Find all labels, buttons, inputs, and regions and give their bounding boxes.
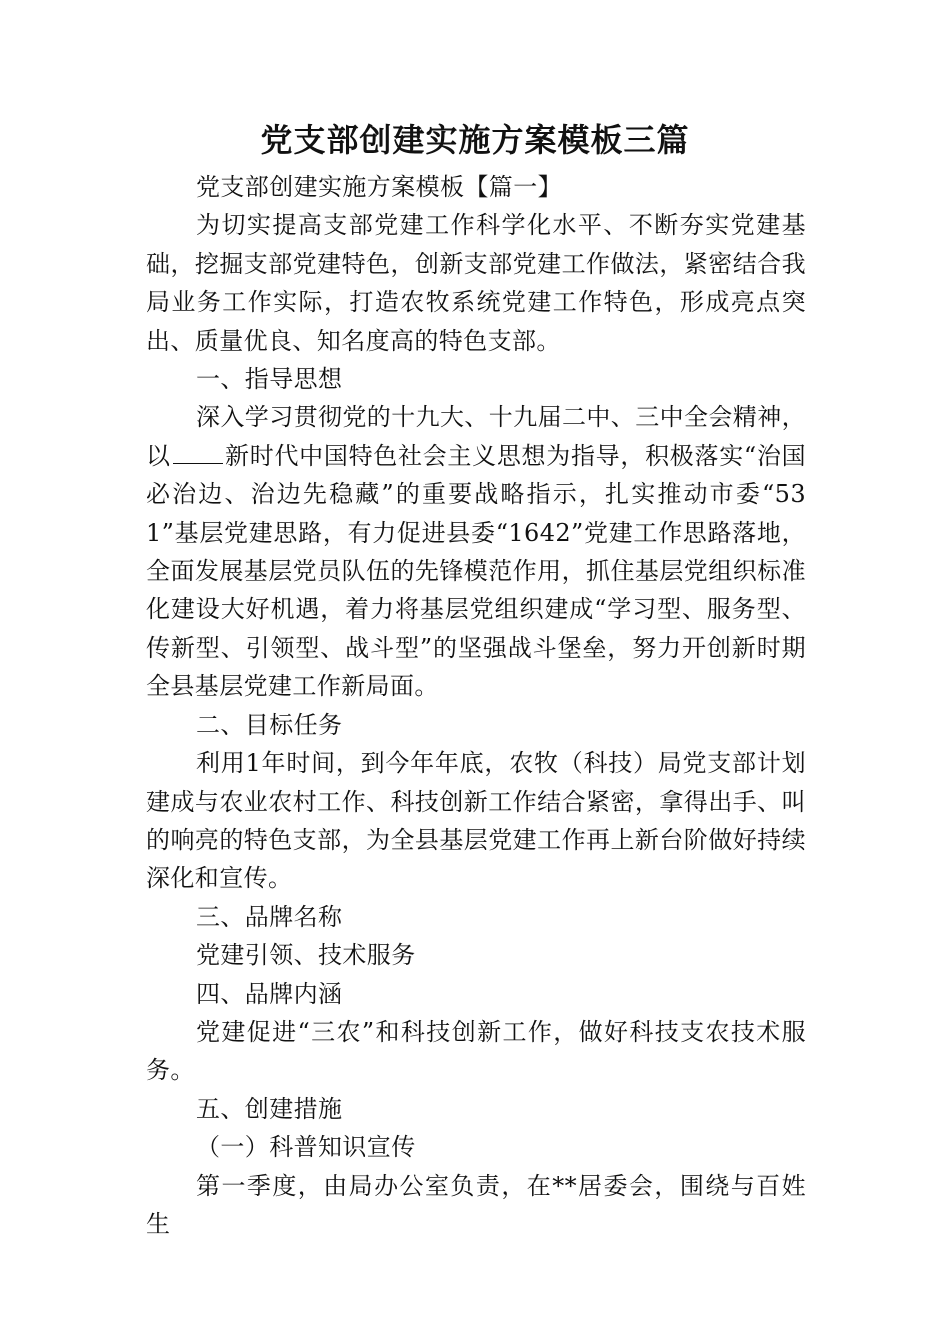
- text-span: 深入学习贯彻党的十九大、十九届二中、三中全会精神，以: [146, 403, 806, 470]
- section-heading: 四、品牌内涵: [196, 979, 343, 1008]
- section-heading: 五、创建措施: [196, 1094, 343, 1123]
- section-heading: 一、指导思想: [196, 365, 343, 394]
- document-body: [146, 168, 806, 1243]
- subsection-heading: （一）科普知识宣传: [196, 1133, 416, 1162]
- section-heading: 党支部创建实施方案模板【篇一】: [196, 173, 562, 201]
- paragraph-guiding-thought: [146, 398, 806, 705]
- paragraph-intro: 为切实提高支部党建工作科学化水平、不断夯实党建基础，挖掘支部党建特色，创新支部党建工作做法，紧密结合我局业务工作实际，打造农牧系统党建工作特色，形成亮点突出、质量优良、知名度高的特色支部。: [146, 211, 806, 355]
- paragraph-brand-name: 党建引领、技术服务: [196, 941, 416, 970]
- section-heading: 二、目标任务: [196, 710, 343, 739]
- paragraph-measures: 第一季度，由局办公室负责，在**居委会，围绕与百姓生: [146, 1171, 806, 1238]
- text-span: 新时代中国特色社会主义思想为指导，积极落实“治国必治边、治边先稳藏”的重要战略指示，扎实推动市委“531”基层党建思路，有力促进县委“1642”党建工作思路落地，全面发展基层党员队伍的先锋模范作用，抓住基层党组织标准化建设大好机遇，着力将基层党组织建成“学习型、服务型、传新型、引领型、战斗型”的坚强战斗堡垒，努力开创新时期全县基层党建工作新局面。: [146, 441, 806, 701]
- section-heading: 三、品牌名称: [196, 902, 343, 931]
- paragraph-goals: 利用1年时间，到今年年底，农牧（科技）局党支部计划建成与农业农村工作、科技创新工作结合紧密，拿得出手、叫的响亮的特色支部，为全县基层党建工作再上新台阶做好持续深化和宣传。: [146, 749, 806, 893]
- paragraph-brand-meaning: 党建促进“三农”和科技创新工作，做好科技支农技术服务。: [146, 1017, 806, 1085]
- document-title: 党支部创建实施方案模板三篇: [260, 121, 690, 159]
- underline-blank: [173, 441, 223, 464]
